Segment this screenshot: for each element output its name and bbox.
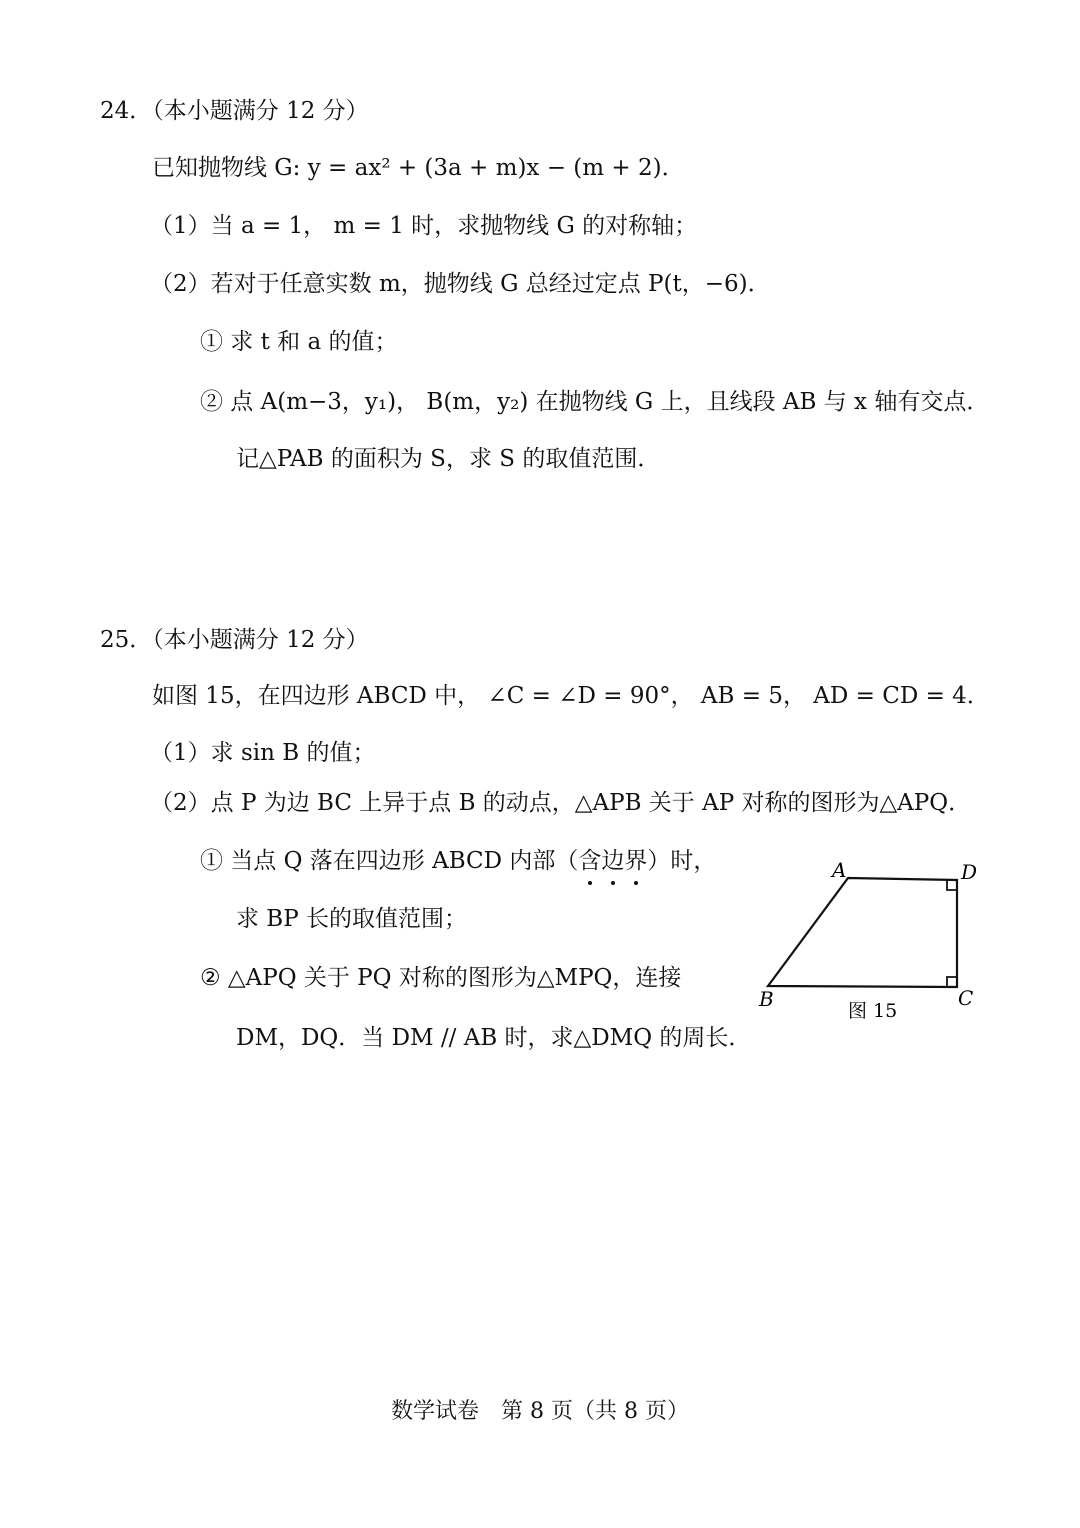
right-angle-mark-d <box>947 880 957 890</box>
q25-header: 25．（本小题满分 12 分） <box>100 627 369 653</box>
emphasis-char-2: 边 <box>601 845 624 877</box>
q25-sub2-line1: ② △APQ 关于 PQ 对称的图形为△MPQ，连接 <box>200 965 682 991</box>
figure-15-quadrilateral <box>752 855 992 1035</box>
emphasis-char-1: 含 <box>578 845 601 877</box>
q24-sub1: ① 求 t 和 a 的值； <box>200 329 398 355</box>
q25-sub1-line1 <box>200 845 716 877</box>
emphasis-char-3: 界 <box>624 845 647 877</box>
quadrilateral-abcd <box>768 878 957 987</box>
q25-part2: （2）点 P 为边 BC 上异于点 B 的动点，△APB 关于 AP 对称的图形为△APQ． <box>150 790 972 816</box>
q24-part2: （2）若对于任意实数 m，抛物线 G 总经过定点 P(t，−6)． <box>150 271 771 297</box>
vertex-label-d: D <box>961 860 978 884</box>
figure-caption: 图 15 <box>848 1000 898 1022</box>
vertex-label-c: C <box>958 986 974 1010</box>
page-footer: 数学试卷 第 8 页（共 8 页） <box>391 1399 689 1424</box>
q24-header: 24．（本小题满分 12 分） <box>100 98 369 124</box>
q24-sub2-line1: ② 点 A(m−3，y₁)， B(m，y₂) 在抛物线 G 上，且线段 AB 与 x 轴有交点． <box>200 389 990 415</box>
q25-part1: （1）求 sin B 的值； <box>150 740 376 766</box>
q25-stem: 如图 15，在四边形 ABCD 中， ∠C = ∠D = 90°， AB = 5， AD = CD = 4． <box>152 683 990 709</box>
vertex-label-a: A <box>832 858 847 882</box>
right-angle-mark-c <box>947 977 957 987</box>
q24-part1: （1）当 a = 1， m = 1 时，求抛物线 G 的对称轴； <box>150 213 698 239</box>
q25-sub2-line2: DM，DQ．当 DM // AB 时，求△DMQ 的周长． <box>236 1025 752 1051</box>
q25-sub1-suffix: ）时， <box>647 848 717 874</box>
q25-sub1-line2: 求 BP 长的取值范围； <box>236 906 467 932</box>
q24-sub2-line2: 记△PAB 的面积为 S，求 S 的取值范围． <box>236 446 661 472</box>
q24-stem: 已知抛物线 G: y = ax² + (3a + m)x − (m + 2)． <box>152 155 685 181</box>
vertex-label-b: B <box>759 987 774 1011</box>
q25-sub1-prefix: ① 当点 Q 落在四边形 ABCD 内部（ <box>200 848 579 874</box>
